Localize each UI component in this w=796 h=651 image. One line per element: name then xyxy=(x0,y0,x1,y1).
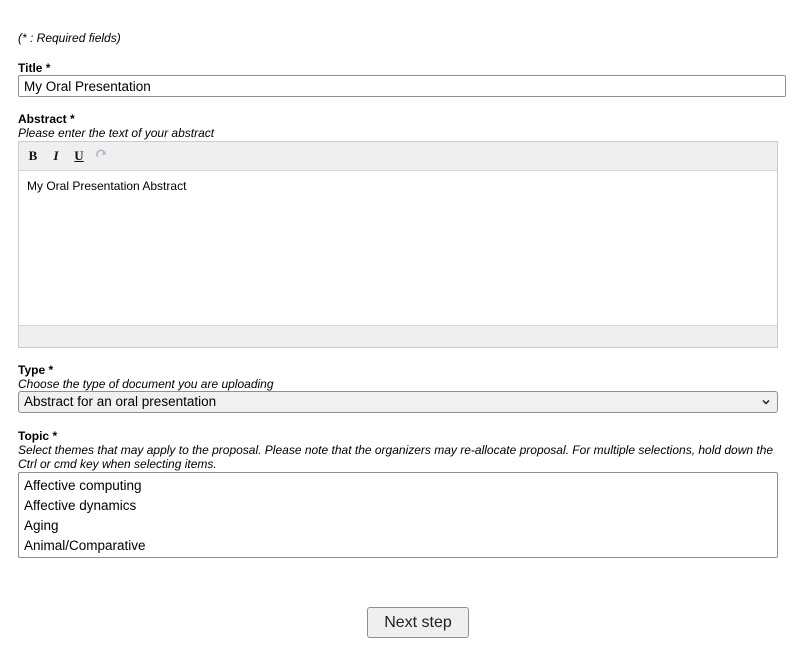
type-hint: Choose the type of document you are uploading xyxy=(18,377,274,391)
topic-label: Topic * xyxy=(18,429,58,443)
type-label: Type * xyxy=(18,363,54,377)
redo-icon[interactable] xyxy=(94,149,110,163)
topic-option[interactable]: Aging xyxy=(24,518,59,533)
title-input[interactable] xyxy=(18,75,786,97)
topic-option[interactable]: Animal/Comparative xyxy=(24,538,146,553)
title-label: Title * xyxy=(18,61,51,75)
topic-option[interactable]: Affective computing xyxy=(24,478,142,493)
topic-option[interactable]: Affective dynamics xyxy=(24,498,137,513)
editor-statusbar xyxy=(19,325,777,347)
abstract-text-area[interactable]: My Oral Presentation Abstract xyxy=(27,179,187,193)
editor-toolbar xyxy=(19,142,777,171)
type-select-value: Abstract for an oral presentation xyxy=(24,394,217,409)
type-select[interactable] xyxy=(18,391,778,413)
abstract-editor[interactable] xyxy=(18,141,778,348)
topic-hint-line2: Ctrl or cmd key when selecting items. xyxy=(18,457,217,471)
chevron-down-icon xyxy=(761,397,771,407)
bold-button[interactable]: B xyxy=(28,148,38,163)
underline-button[interactable]: U xyxy=(74,148,84,163)
redo-icon-glyph xyxy=(96,149,108,161)
abstract-hint: Please enter the text of your abstract xyxy=(18,126,215,140)
abstract-label: Abstract * xyxy=(18,112,75,126)
required-fields-note: (* : Required fields) xyxy=(18,31,121,45)
topic-hint-line1: Select themes that may apply to the proposal. Please note that the organizers may re-allocate proposal. For multiple selections, hold down the xyxy=(18,443,774,457)
topic-multiselect[interactable] xyxy=(18,472,778,558)
italic-button[interactable]: I xyxy=(53,148,59,163)
next-step-button[interactable]: Next step xyxy=(367,607,469,638)
